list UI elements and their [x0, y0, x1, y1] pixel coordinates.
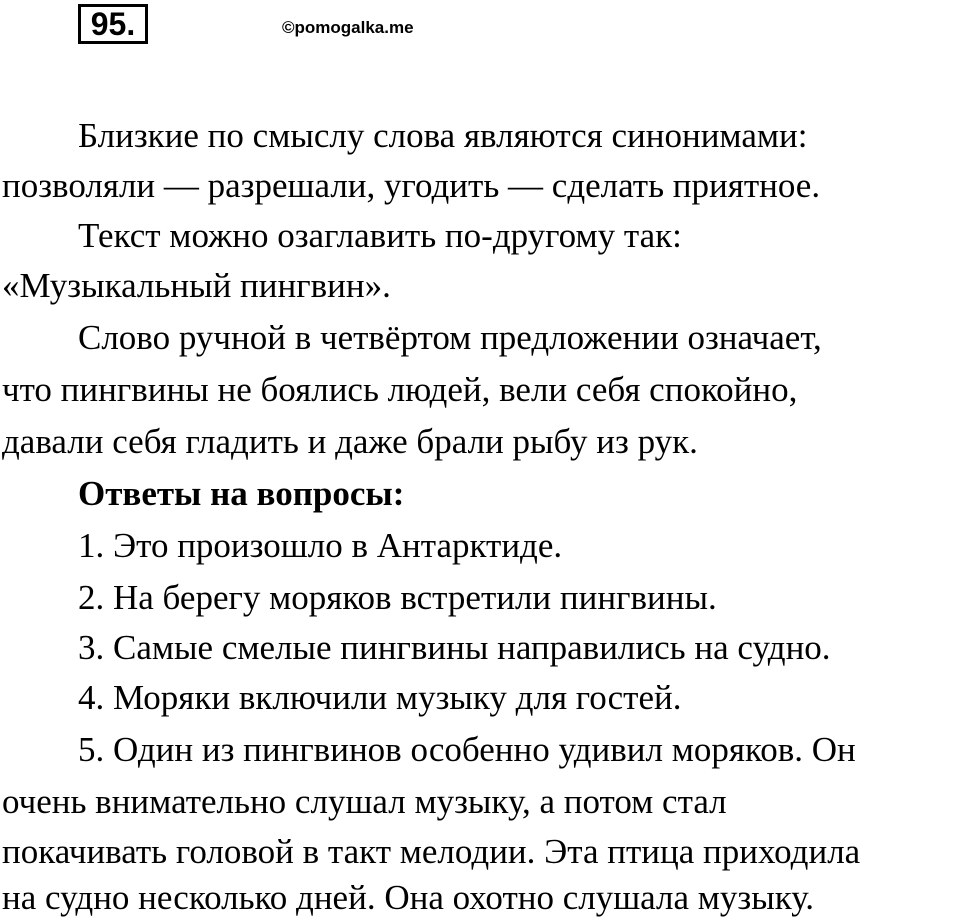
paragraph-line: очень внимательно слушал музыку, а потом стал: [2, 782, 727, 821]
answers-heading: Ответы на вопросы:: [78, 474, 405, 513]
exercise-number: 95.: [78, 4, 148, 44]
paragraph-line: покачивать головой в такт мелодии. Эта птица приходила: [2, 832, 861, 871]
watermark: ©pomogalka.me: [282, 18, 414, 37]
answer-item: 5. Один из пингвинов особенно удивил моряков. Он: [78, 730, 856, 769]
paragraph-line: что пингвины не боялись людей, вели себя спокойно,: [2, 370, 798, 409]
paragraph-line: Слово ручной в четвёртом предложении означает,: [78, 318, 822, 357]
answer-item: 4. Моряки включили музыку для гостей.: [78, 678, 682, 717]
paragraph-line: «Музыкальный пингвин».: [2, 266, 391, 305]
answer-item: 2. На берегу моряков встретили пингвины.: [78, 578, 717, 617]
paragraph-line: давали себя гладить и даже брали рыбу из рук.: [2, 422, 698, 461]
paragraph-line: Близкие по смыслу слова являются синонимами:: [78, 116, 808, 155]
paragraph-line: позволяли — разрешали, угодить — сделать приятное.: [2, 166, 821, 205]
paragraph-line: на судно несколько дней. Она охотно слушала музыку.: [2, 878, 815, 917]
answer-item: 1. Это произошло в Антарктиде.: [78, 526, 563, 565]
paragraph-line: Текст можно озаглавить по-другому так:: [78, 216, 682, 255]
answer-item: 3. Самые смелые пингвины направились на судно.: [78, 628, 831, 667]
